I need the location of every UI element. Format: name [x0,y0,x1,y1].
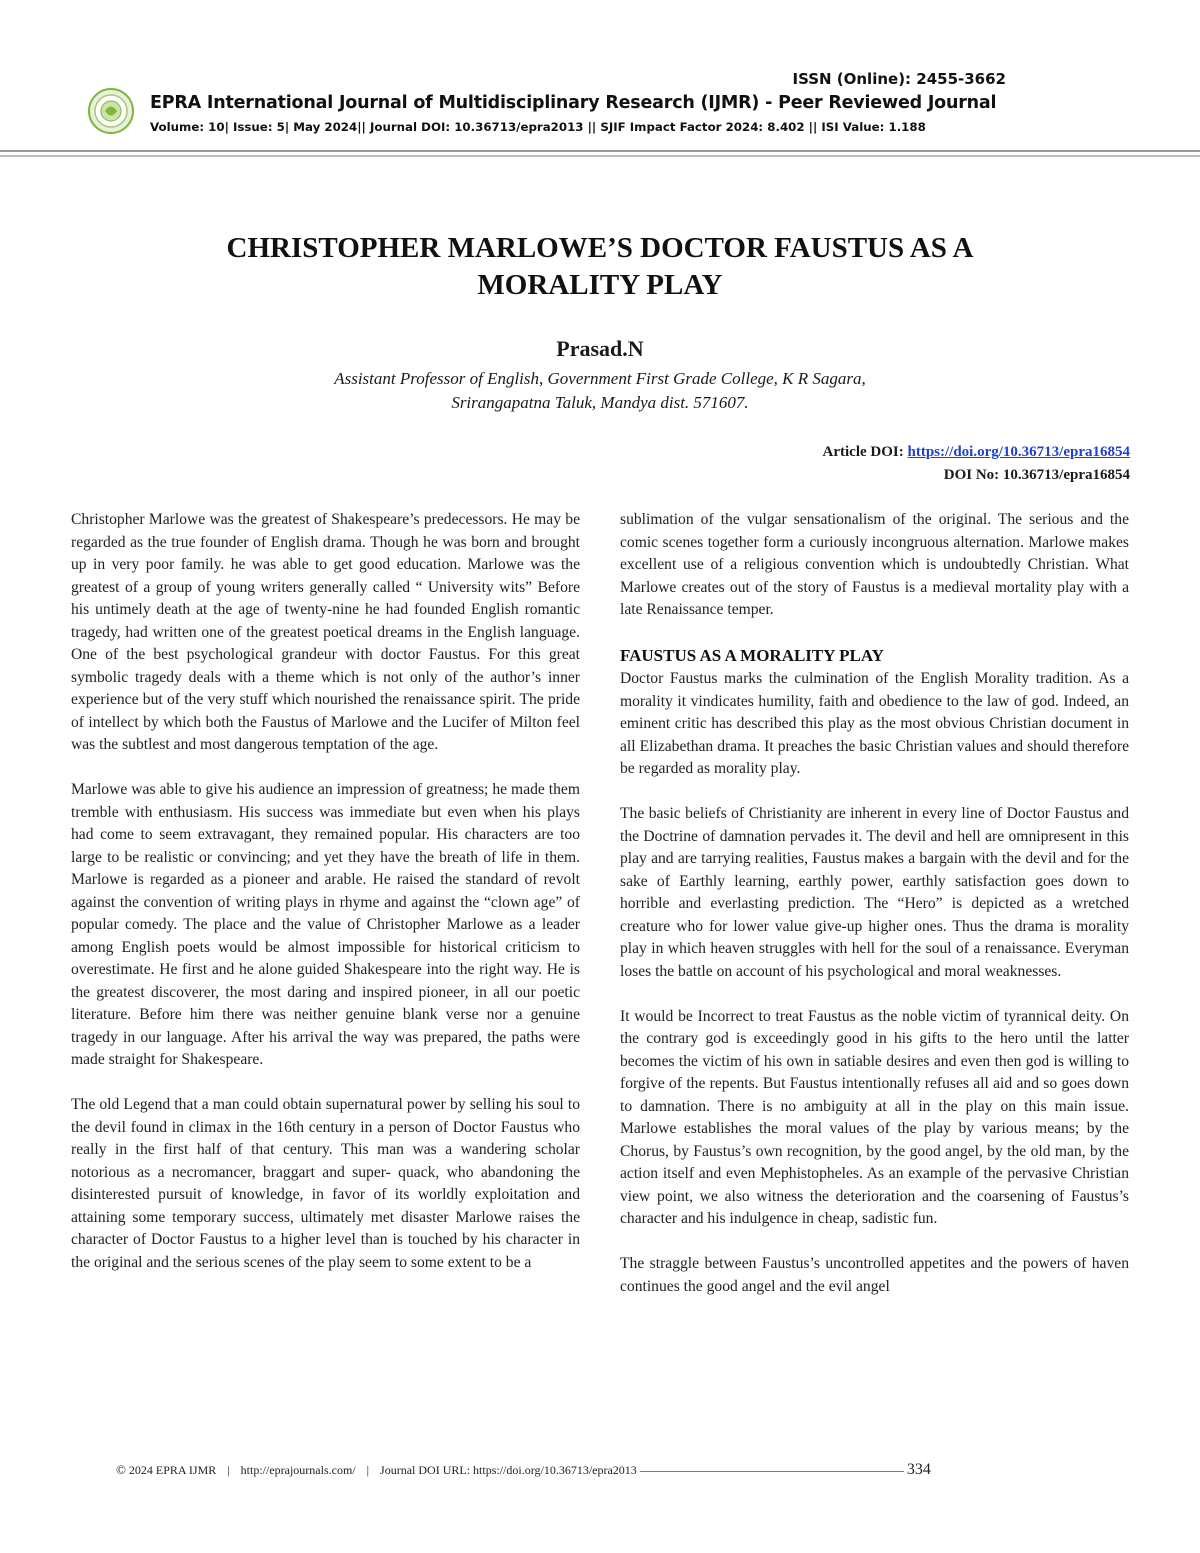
article-title-line1: CHRISTOPHER MARLOWE’S DOCTOR FAUSTUS AS A [226,232,974,264]
body-paragraph: It would be Incorrect to treat Faustus as the noble victim of tyrannical deity. On the contrary god is exceedingly good in his gifts to the hero until the latter becomes the victim of his own in satiable desires and even then god is willing to forgive of the repents. But Faustus intentionally refuses all aid and so goes down to damnation. There is no ambiguity at all in the play on this main issue. Marlowe establishes the moral values of the play by various means; by the Chorus, by Faustus’s own recognition, by the good angel, by the old man, by the action itself and even Mephistopheles. As an example of the pervasive Christian view point, we also witness the deterioration and the coarsening of Faustus’s character and his indulgence in cheap, sadistic fun. [620,1007,1129,1227]
body-paragraph: Christopher Marlowe was the greatest of Shakespeare’s predecessors. He may be regarded as the true founder of English drama. Though he was born and brought up in very poor family. he was able to get good education. Marlowe was the greatest of a group of young writers generally called “ University wits” Before his untimely death at the age of twenty-nine he had founded English romantic tragedy, had written one of the greatest poetical dreams in the English language. One of the best psychological grandeur with doctor Faustus. For this great symbolic tragedy deals with a theme which is not only of the author’s inner experience but of the very stuff which nourished the renaissance spirit. The pride of intellect by which both the Faustus of Marlowe and the Lucifer of Milton feel was the subtlest and most dangerous temptation of the age. [71,511,580,753]
author-name: Prasad.N [556,336,644,361]
doi-block [823,441,1130,487]
footer-separator: | [227,1463,230,1477]
article-doi-link[interactable]: https://doi.org/10.36713/epra16854 [907,444,1130,460]
page-footer [116,1461,931,1479]
section-heading: FAUSTUS AS A MORALITY PLAY [620,646,884,665]
body-paragraph: The old Legend that a man could obtain supernatural power by selling his soul to the devil found in climax in the 16th century in a person of Doctor Faustus who really in the first half of that century. This man was a wandering scholar notorious as a necromancer, braggart and super- quack, who abandoning the disinterested pursuit of knowledge, in favor of its worldly exploitation and attaining some temporary success, ultimately met disaster Marlowe raises the character of Doctor Faustus to a higher level than is touched by his character in the original and the serious scenes of the play seem to some extent to be a [71,1096,580,1271]
journal-logo-icon [88,88,134,134]
body-paragraph: sublimation of the vulgar sensationalism of the original. The serious and the comic scenes together form a curiously incongruous alternation. Marlowe makes excellent use of a religious convention which is undoubtedly Christian. What Marlowe creates out of the story of Faustus is a medieval mortality play with a late Renaissance temper. [620,511,1129,618]
left-column [71,509,580,1297]
body-paragraph: The straggle between Faustus’s uncontrolled appetites and the powers of haven continues the good angel and the evil angel [620,1255,1129,1295]
issn: ISSN (Online): 2455-3662 [792,70,1006,88]
footer-journal-doi: Journal DOI URL: https://doi.org/10.36713/epra2013 [380,1463,637,1477]
article-title-line2: MORALITY PLAY [477,269,723,301]
body-paragraph: The basic beliefs of Christianity are inherent in every line of Doctor Faustus and the Doctrine of damnation pervades it. The devil and hell are omnipresent in this play and are tarrying realities, Faustus makes a bargain with the devil and for the sake of Earthly learning, earthly power, earthly satisfaction goes down to horrible and everlasting prediction. The “Hero” is depicted as a wretched creature who for lower value give-up higher ones. Thus the drama is morality play in which heaven struggles with hell for the soul of a renaissance. Everyman loses the battle on account of his psychological and moral weaknesses. [620,805,1129,980]
article-title [100,230,1100,304]
header-rule-secondary [0,155,1200,157]
page-number: 334 [906,1461,931,1478]
footer-dashes: —————————————————————— [639,1463,904,1477]
doi-label: Article DOI: [822,444,904,460]
footer-site-link[interactable]: http://eprajournals.com/ [240,1463,356,1477]
body-paragraph: Doctor Faustus marks the culmination of the English Morality tradition. As a morality it vindicates humility, faith and obedience to the law of god. Indeed, an eminent critic has described this play as the most obvious Christian document in all Elizabethan drama. It preaches the basic Christian values and should therefore be regarded as morality play. [620,670,1129,777]
affiliation-line1: Assistant Professor of English, Government First Grade College, K R Sagara, [334,369,866,388]
doi-number: DOI No: 10.36713/epra16854 [943,467,1130,483]
author-affiliation [0,367,1200,415]
footer-copyright: 2024 EPRA IJMR [128,1463,217,1477]
copyright-icon: © [116,1462,126,1477]
body-paragraph: Marlowe was able to give his audience an impression of greatness; he made them tremble with enthusiasm. His success was immediate but even when his plays had come to seem extravagant, they remained popular. His characters are too large to be realistic or convincing; and yet they have the breath of life in them. Marlowe is regarded as a pioneer and arable. He raised the standard of revolt against the convention of writing plays in rhyme and against the “clown age” of popular comedy. The place and the value of Christopher Marlowe as a leader among English poets would be almost impossible for historical criticism to overestimate. He first and he alone guided Shakespeare into the right way. He is the greatest discoverer, the most daring and inspired pioneer, in all our poetic literature. Before him there was neither genuine blank verse nor a genuine tragedy in our language. After his arrival the way was prepared, the paths were made straight for Shakespeare. [71,781,580,1068]
footer-separator: | [366,1463,370,1477]
header-rule [0,150,1200,152]
affiliation-line2: Srirangapatna Taluk, Mandya dist. 571607. [451,393,749,412]
journal-meta: Volume: 10| Issue: 5| May 2024|| Journal DOI: 10.36713/epra2013 || SJIF Impact Factor 2024: 8.402 || ISI Value: 1.188 [150,120,926,134]
journal-title: EPRA International Journal of Multidisciplinary Research (IJMR) - Peer Reviewed Journal [150,93,997,113]
right-column [620,509,1129,1321]
